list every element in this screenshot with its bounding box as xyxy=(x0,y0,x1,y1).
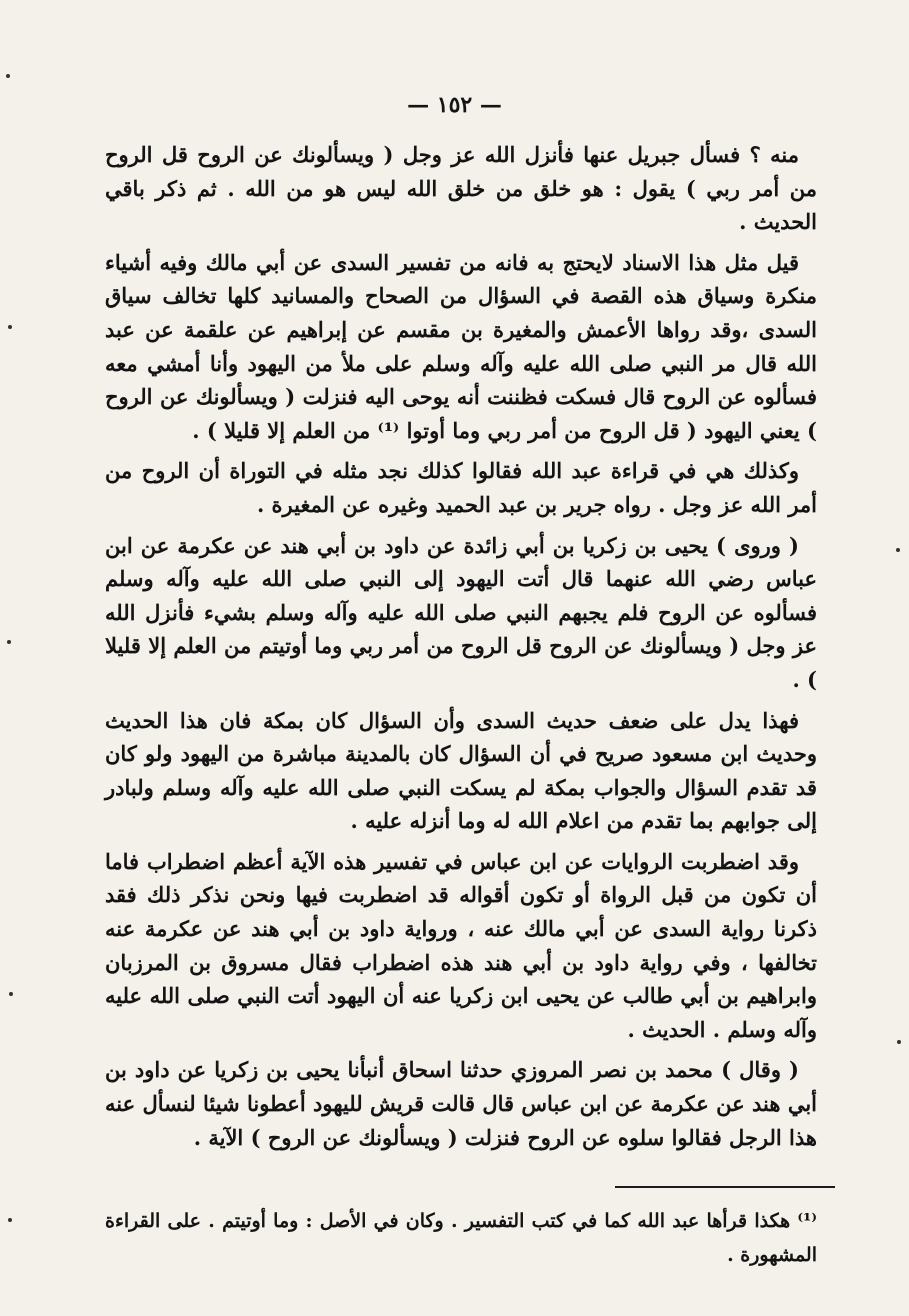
footnote: ⁽¹⁾ هكذا قرأها عبد الله كما في كتب التفسير . وكان في الأصل : وما أوتيتم . على القراءة المشهورة . xyxy=(105,1210,817,1266)
paragraph-1: منه ؟ فسأل جبريل عنها فأنزل الله عز وجل ( ويسألونك عن الروح قل الروح من أمر ربي ) يقول : هو خلق من خلق الله ليس هو من الله . ثم ذكر باقي الحديث . xyxy=(105,142,817,235)
margin-speck xyxy=(8,1218,12,1222)
paragraph-6: وقد اضطربت الروايات عن ابن عباس في تفسير هذه الآية أعظم اضطراب فاما أن تكون من قبل الرواة أو تكون أقواله قد اضطربت فيها ونحن نذكر ذلك فقد ذكرنا رواية السدى عن أبي مالك عنه ، ورواية داود بن أبي هند عن عكرمة عنه تخالفها ، وفي رواية داود بن أبي هند هذه اضطراب فقال مسروق بن المرزبان وابراهيم بن أبي طالب عن يحيى ابن زكريا عنه أن اليهود أتت النبي صلى الله عليه وآله وسلم . الحديث . xyxy=(105,848,817,1042)
margin-speck xyxy=(896,548,900,552)
paragraph-5: فهذا يدل على ضعف حديث السدى وأن السؤال كان بمكة فان هذا الحديث وحديث ابن مسعود صريح في أن السؤال كان بالمدينة مباشرة من اليهود ولو كان قد تقدم السؤال والجواب بمكة لم يسكت النبي صلى الله عليه وآله وسلم ولبادر إلى جوابهم بما تقدم من اعلام الله له وما أنزله عليه . xyxy=(105,707,817,834)
margin-speck xyxy=(7,640,11,644)
footnote-divider xyxy=(615,1186,835,1188)
margin-speck xyxy=(897,1040,901,1044)
page-number: — ١٥٢ — xyxy=(407,92,502,118)
margin-speck xyxy=(9,992,13,996)
margin-speck xyxy=(6,74,10,78)
margin-speck xyxy=(8,325,12,329)
paragraph-4: ( وروى ) يحيى بن زكريا بن أبي زائدة عن داود بن أبي هند عن عكرمة عن ابن عباس رضي الله عنهما قال أتت اليهود إلى النبي صلى الله عليه وآله وسلم فسألوه عن الروح فلم يجبهم النبي صلى الله عليه وآله وسلم بشيء فأنزل الله عز وجل ( ويسألونك عن الروح قل الروح من أمر ربي وما أوتيتم من العلم إلا قليلا ) . xyxy=(105,532,817,692)
paragraph-7: ( وقال ) محمد بن نصر المروزي حدثنا اسحاق أنبأنا يحيى بن زكريا عن داود بن أبي هند عن عكرمة عن ابن عباس قال قالت قريش لليهود أعطونا شيئا لنسأل عنه هذا الرجل فقالوا سلوه عن الروح فنزلت ( ويسألونك عن الروح ) الآية . xyxy=(105,1057,817,1150)
main-text xyxy=(105,138,817,1161)
paragraph-2: قيل مثل هذا الاسناد لايحتج به فانه من تفسير السدى عن أبي مالك وفيه أشياء منكرة وسياق هذه القصة في السؤال من الصحاح والمسانيد كلها تخالف سياق السدى ،وقد رواها الأعمش والمغيرة بن مقسم عن إبراهيم عن علقمة عن عبد الله قال مر النبي صلى الله عليه وآله وسلم على ملأ من اليهود وأنا أمشي معه فسألوه عن الروح قال فسكت فظننت أنه يوحى اليه فنزلت ( ويسألونك عن الروح ) يعني اليهود ( قل الروح من أمر ربي وما أوتوا ⁽¹⁾ من العلم إلا قليلا ) . xyxy=(105,249,817,443)
paragraph-3: وكذلك هي في قراءة عبد الله فقالوا كذلك نجد مثله في التوراة أن الروح من أمر الله عز وجل . رواه جرير بن عبد الحميد وغيره عن المغيرة . xyxy=(105,458,817,517)
